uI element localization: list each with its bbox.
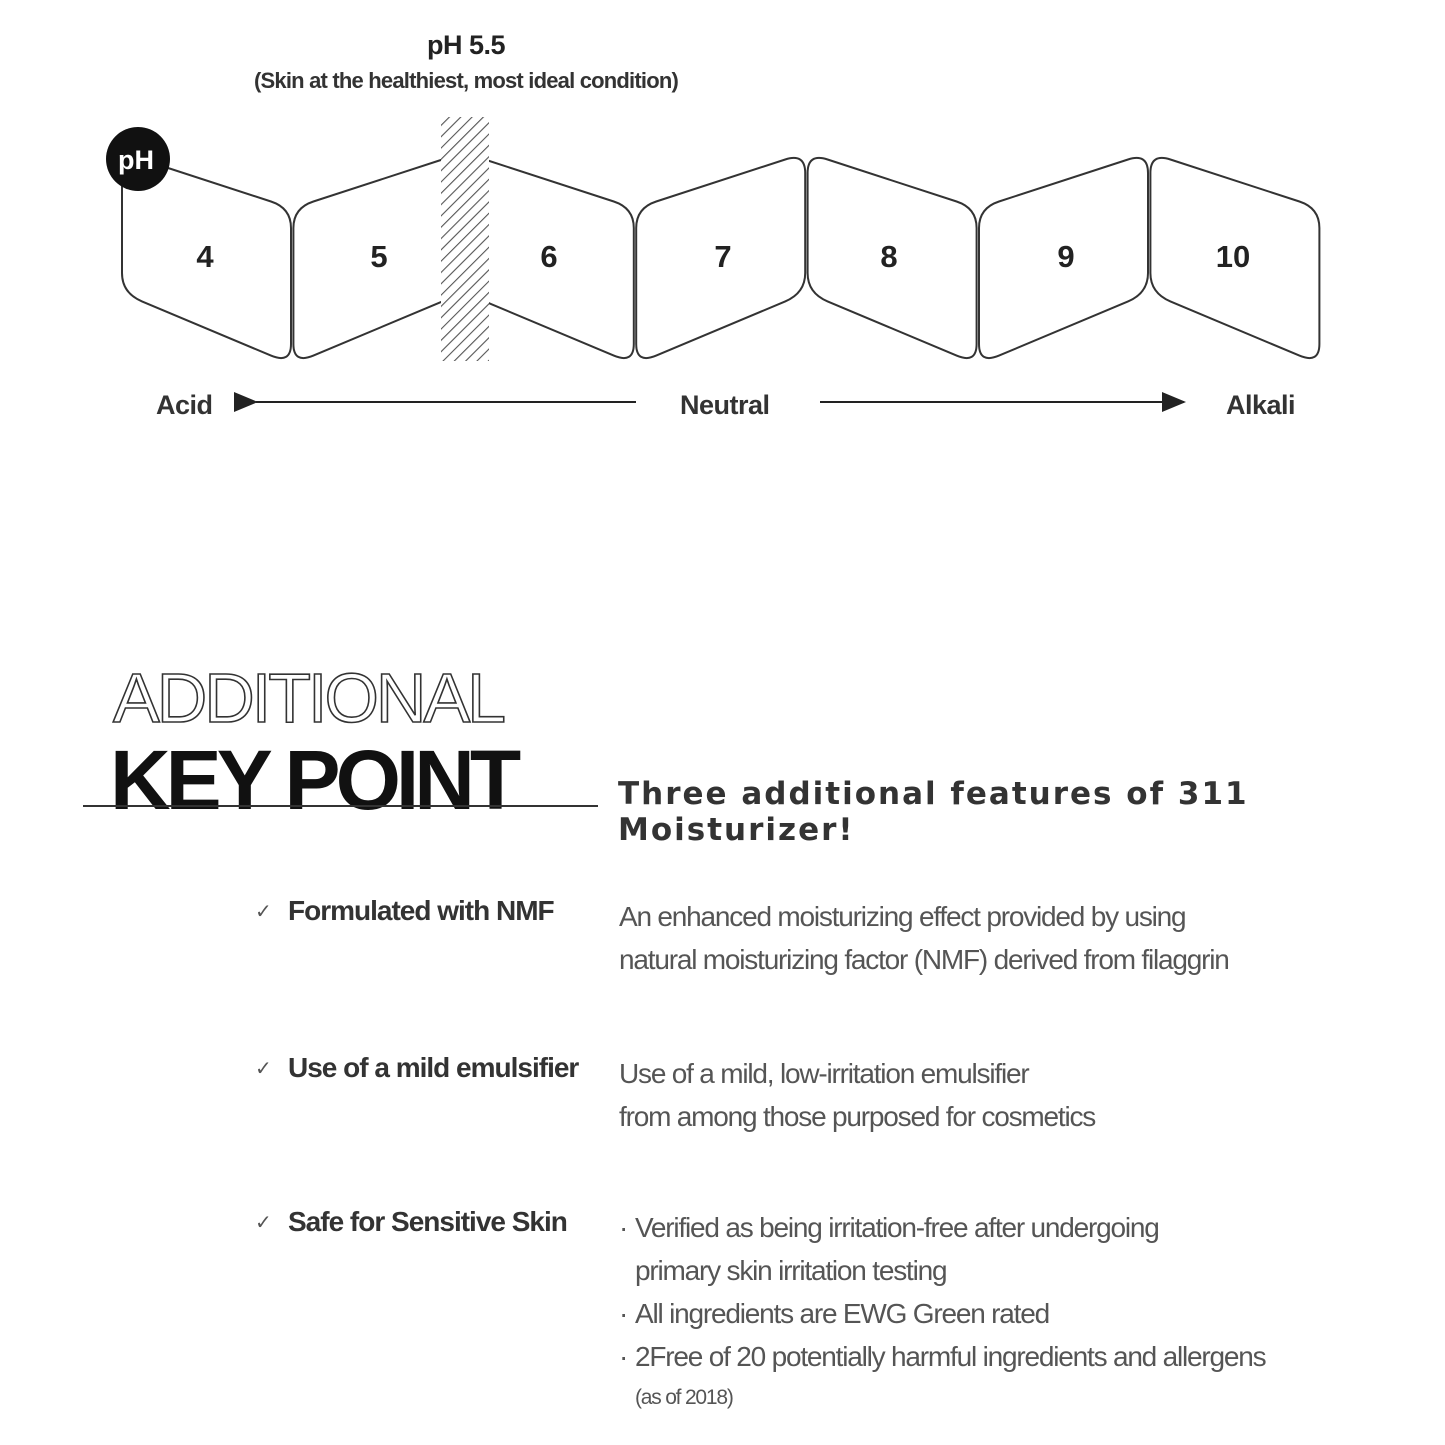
description-line: natural moisturizing factor (NMF) derived from filaggrin (619, 944, 1229, 975)
check-icon: ✓ (255, 901, 272, 923)
bullet-dot: · (619, 1212, 628, 1243)
feature-bullet-list (619, 1206, 1265, 1418)
ph-5-5-marker (441, 117, 489, 361)
acid-label: Acid (156, 390, 213, 420)
check-icon: ✓ (255, 1212, 272, 1234)
description-line: Use of a mild, low-irritation emulsifier (619, 1058, 1029, 1089)
bullet-item-continuation: primary skin irritation testing (635, 1255, 947, 1286)
ph-value-9: 9 (1057, 239, 1075, 274)
ph-value-4: 4 (196, 239, 214, 274)
description-line: An enhanced moisturizing effect provided by using (619, 901, 1186, 932)
check-icon: ✓ (255, 1058, 272, 1080)
bullet-item: · 2Free of 20 potentially harmful ingredients and allergens (619, 1335, 1265, 1378)
bullet-dot: · (619, 1298, 628, 1329)
ph-scale-diagram (0, 0, 1445, 440)
ph-value-8: 8 (880, 239, 898, 274)
heading-underline (83, 805, 598, 807)
ph-target-subtitle: (Skin at the healthiest, most ideal condition) (253, 68, 679, 93)
footnote: (as of 2018) (635, 1386, 733, 1409)
ph-value-5: 5 (370, 239, 388, 274)
feature-description (619, 1052, 1095, 1138)
ph-value-10: 10 (1215, 239, 1251, 274)
bullet-dot: · (619, 1341, 628, 1372)
heading-key-point: KEY POINT (110, 733, 517, 827)
section-tagline: Three additional features of 311 Moisturizer! (618, 776, 1249, 848)
bullet-item: · All ingredients are EWG Green rated (619, 1292, 1265, 1335)
ph-value-7: 7 (714, 239, 732, 274)
feature-name: Use of a mild emulsifier (288, 1052, 579, 1083)
alkali-label: Alkali (1226, 390, 1296, 420)
heading-additional: ADDITIONAL (113, 659, 504, 737)
description-line: from among those purposed for cosmetics (619, 1101, 1096, 1132)
feature-name: Safe for Sensitive Skin (288, 1206, 567, 1237)
ph-target-title: pH 5.5 (426, 30, 506, 60)
ph-badge-text: pH (118, 145, 154, 175)
bullet-item: · Verified as being irritation-free after undergoing (619, 1206, 1265, 1249)
feature-description (619, 895, 1229, 981)
feature-name: Formulated with NMF (288, 895, 554, 926)
ph-value-6: 6 (540, 239, 558, 274)
neutral-label: Neutral (680, 390, 770, 420)
